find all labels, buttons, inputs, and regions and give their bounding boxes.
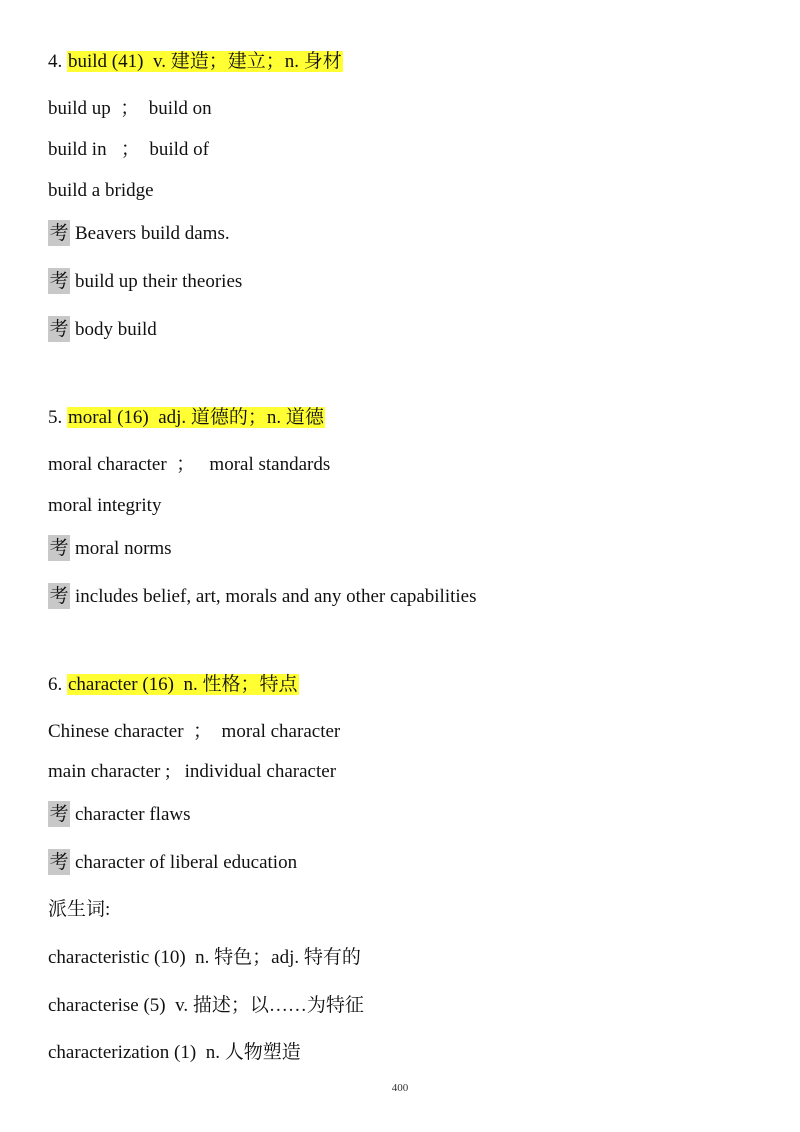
derivative-item: characteristic (10) n. 特色；adj. 特有的: [48, 947, 361, 968]
derivative-item: characterization (1) n. 人物塑造: [48, 1042, 301, 1063]
exam-item: [48, 583, 477, 610]
exam-item-text: Beavers build dams.: [75, 223, 230, 244]
derivative-item: characterise (5) v. 描述；以……为特征: [48, 995, 364, 1016]
entry-heading: [48, 672, 299, 698]
exam-item-text: build up their theories: [75, 271, 243, 292]
phrase-line: main character ; individual character: [48, 761, 337, 782]
exam-marker: 考: [49, 585, 69, 607]
exam-marker: 考: [49, 537, 69, 559]
phrase-line: build up ； build on: [48, 98, 212, 119]
exam-item-text: character of liberal education: [75, 852, 298, 873]
phrase-line: moral integrity: [48, 495, 162, 516]
exam-item-text: character flaws: [75, 804, 191, 825]
phrase-line: moral character ； moral standards: [48, 454, 331, 475]
entry-heading: [48, 49, 343, 75]
page-number: 400: [391, 1082, 409, 1094]
derivatives-label: 派生词:: [48, 899, 111, 920]
exam-marker: 考: [49, 270, 69, 292]
exam-item: [48, 849, 297, 876]
entry-headword: moral (16) adj. 道德的；n. 道德: [68, 407, 324, 428]
exam-item-text: includes belief, art, morals and any other capabilities: [75, 586, 477, 607]
exam-item: [48, 220, 230, 247]
exam-item-text: moral norms: [75, 538, 172, 559]
phrase-line: build in ； build of: [48, 139, 209, 160]
exam-item: [48, 801, 191, 828]
phrase-line: build a bridge: [48, 180, 154, 201]
exam-item: [48, 316, 157, 343]
entry-number: 4.: [48, 51, 63, 72]
exam-marker: 考: [49, 803, 69, 825]
exam-marker: 考: [49, 851, 69, 873]
entry-headword: build (41) v. 建造；建立；n. 身材: [68, 51, 342, 72]
exam-marker: 考: [49, 318, 69, 340]
exam-item-text: body build: [75, 319, 157, 340]
entry-heading: [48, 405, 325, 431]
exam-item: [48, 268, 242, 295]
entry-number: 5.: [48, 407, 63, 428]
exam-marker: 考: [49, 222, 69, 244]
phrase-line: Chinese character ； moral character: [48, 721, 341, 742]
entry-number: 6.: [48, 674, 63, 695]
entry-headword: character (16) n. 性格；特点: [68, 674, 298, 695]
exam-item: [48, 535, 172, 562]
